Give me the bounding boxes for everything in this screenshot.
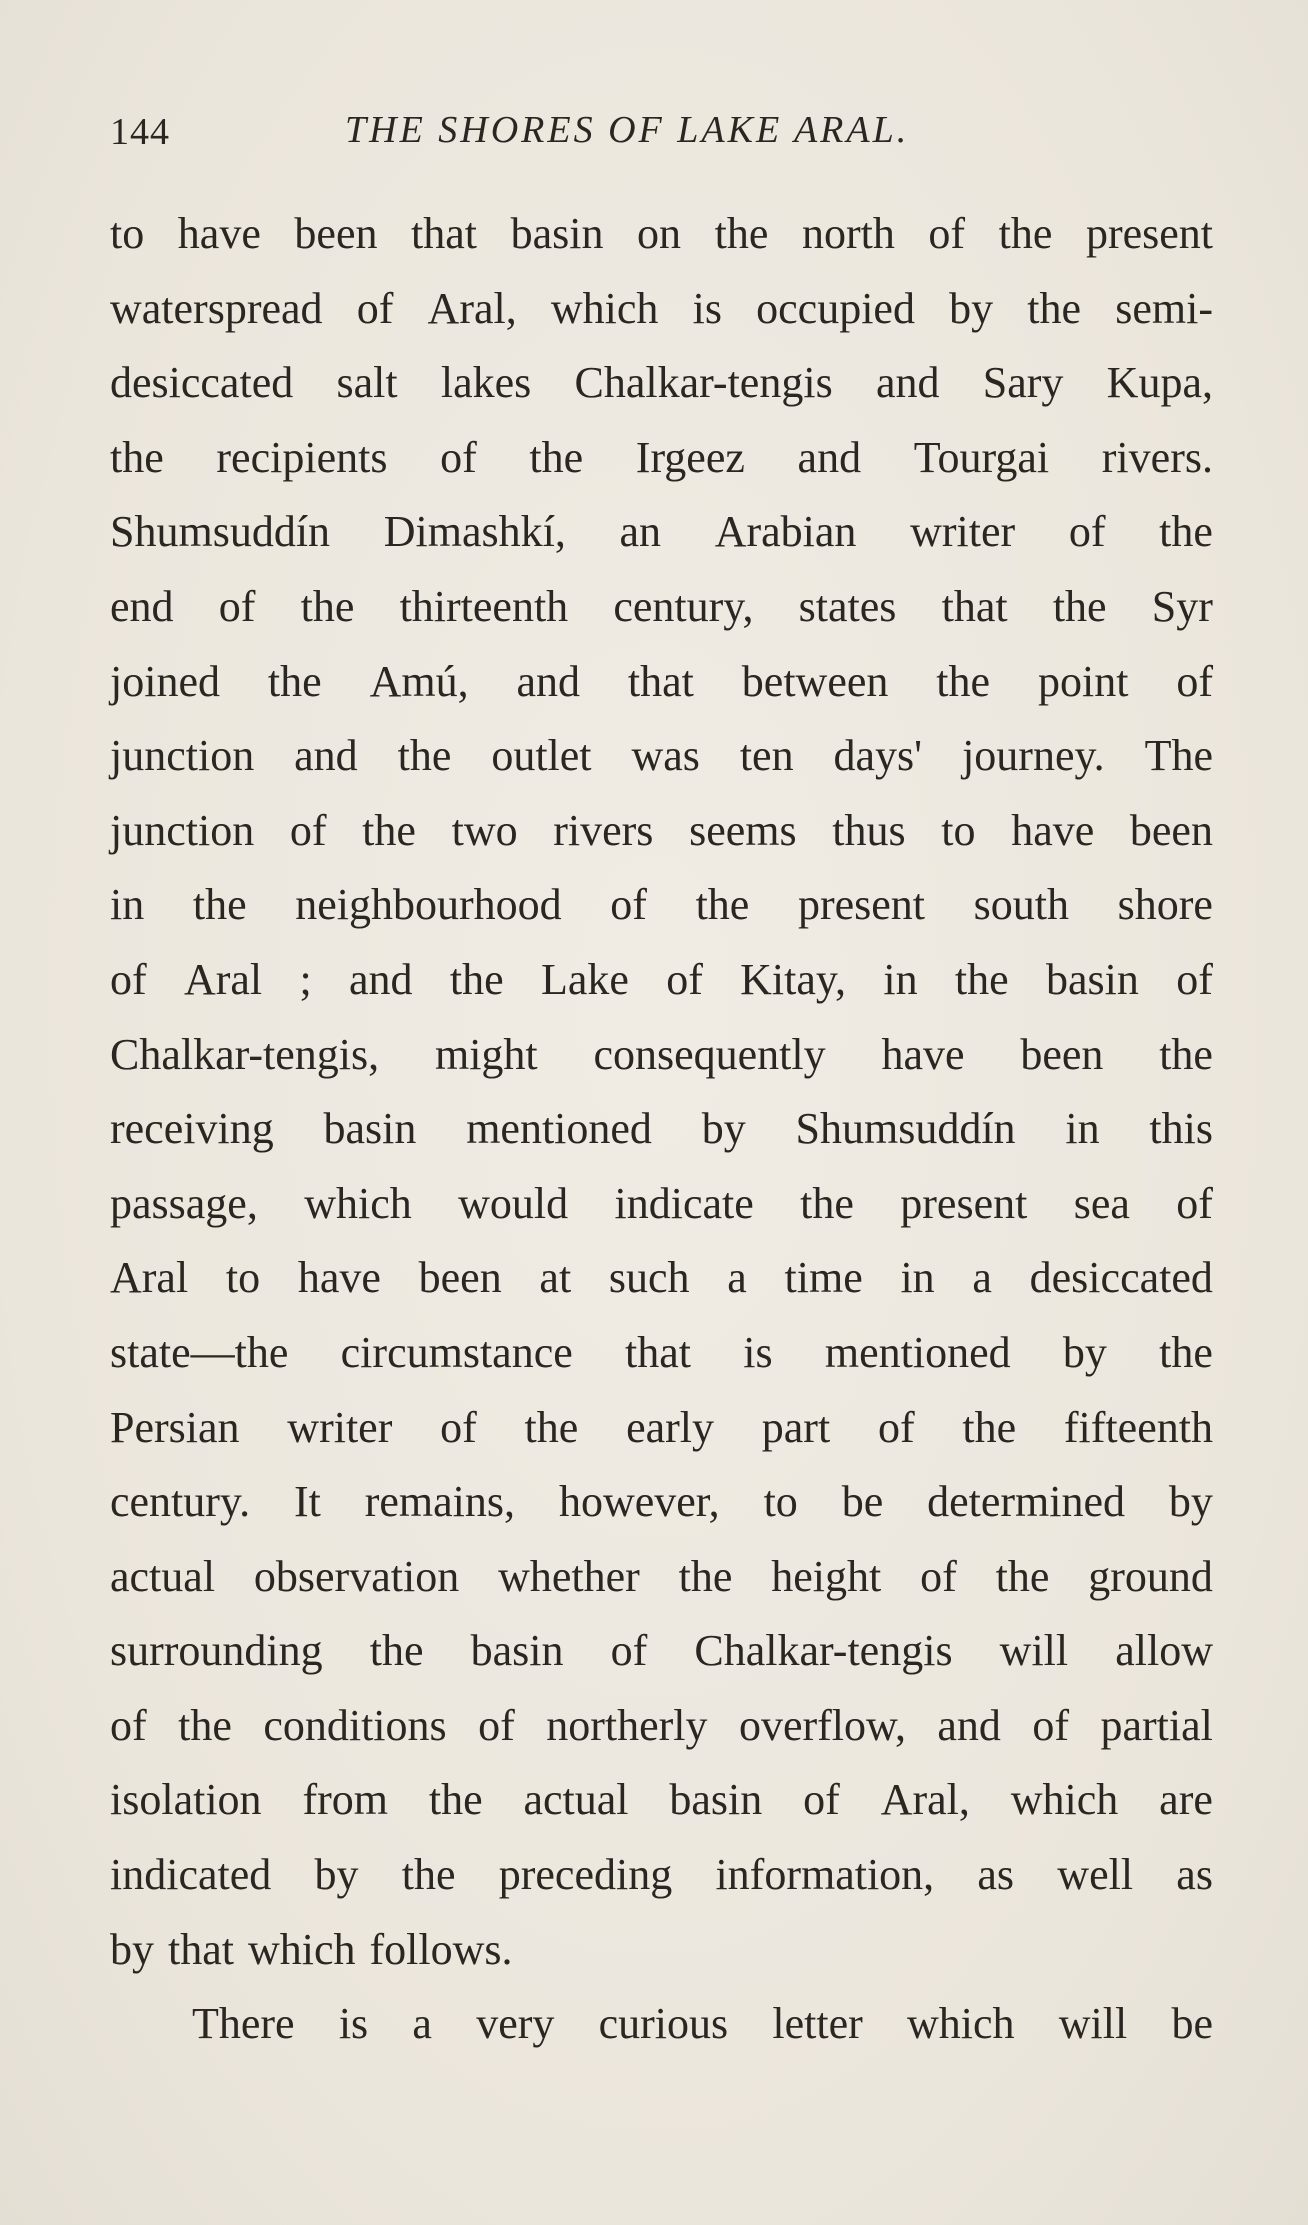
word: the xyxy=(1027,283,1082,333)
word: and xyxy=(797,432,862,482)
word: states xyxy=(798,581,897,631)
word: at xyxy=(539,1253,572,1303)
word: of xyxy=(877,1402,915,1452)
word: might xyxy=(434,1029,538,1079)
text-line xyxy=(110,950,1213,1025)
word: will xyxy=(999,1626,1069,1676)
word: time xyxy=(784,1253,863,1303)
word: allow xyxy=(1115,1626,1213,1676)
word: state—the xyxy=(110,1327,289,1377)
word: by xyxy=(1168,1477,1213,1527)
word: sea xyxy=(1073,1178,1130,1228)
word: consequently xyxy=(593,1029,826,1079)
word: been xyxy=(1020,1029,1104,1079)
word: writer xyxy=(910,507,1016,557)
word: the xyxy=(936,656,991,706)
word: of xyxy=(110,1700,147,1750)
word: such xyxy=(608,1253,690,1303)
word: two xyxy=(451,805,518,855)
word: have xyxy=(297,1253,381,1303)
text-line xyxy=(110,204,1213,279)
word: letter xyxy=(772,1999,863,2049)
word: mentioned xyxy=(824,1327,1011,1377)
text-line xyxy=(110,1845,1213,1920)
word: thus xyxy=(832,805,906,855)
word: that xyxy=(627,656,694,706)
word: Aral, xyxy=(427,283,517,333)
word: a xyxy=(972,1253,992,1303)
word: by xyxy=(1062,1327,1107,1377)
word: the xyxy=(962,1402,1017,1452)
word: as xyxy=(1176,1850,1213,1900)
word: whether xyxy=(498,1551,640,1601)
word: early xyxy=(626,1402,715,1452)
word: present xyxy=(797,880,926,930)
word: waterspread xyxy=(110,283,323,333)
text-line xyxy=(110,1174,1213,1249)
word: Lake xyxy=(540,954,629,1004)
word: the xyxy=(1052,581,1107,631)
word: the xyxy=(397,731,452,781)
page-number: 144 xyxy=(110,111,170,153)
text-line xyxy=(110,652,1213,727)
word: to xyxy=(941,805,976,855)
word: basin xyxy=(669,1775,763,1825)
word: on xyxy=(637,209,682,258)
word: shore xyxy=(1117,880,1213,930)
word: surrounding xyxy=(110,1626,323,1676)
word: the xyxy=(695,880,750,930)
word: follows. xyxy=(369,1924,513,1974)
word: junction xyxy=(110,731,255,781)
word: a xyxy=(412,1999,432,2049)
word: rivers. xyxy=(1101,432,1213,482)
word: of xyxy=(356,283,394,333)
word: and xyxy=(294,731,358,781)
word: north xyxy=(801,209,895,258)
word: preceding xyxy=(498,1850,673,1900)
word: the xyxy=(954,954,1009,1004)
word: remains, xyxy=(364,1477,516,1527)
word: basin xyxy=(510,209,604,258)
word: Dimashkí, xyxy=(383,507,566,557)
word: that xyxy=(625,1327,692,1377)
word: in xyxy=(110,880,145,930)
word: Arabian xyxy=(714,507,857,557)
word: of xyxy=(289,805,327,855)
word: in xyxy=(1065,1104,1100,1154)
word: lakes xyxy=(440,358,532,408)
word: Aral, xyxy=(880,1775,970,1825)
word: the xyxy=(1159,1029,1213,1079)
page-header xyxy=(110,98,1198,158)
word: very xyxy=(476,1999,555,2049)
word: ground xyxy=(1088,1551,1213,1601)
word: Kitay, xyxy=(740,954,847,1004)
word: to xyxy=(225,1253,261,1303)
word: century, xyxy=(613,581,754,631)
word: Kupa, xyxy=(1106,358,1213,408)
word: journey. xyxy=(962,731,1105,781)
word: to xyxy=(763,1477,798,1527)
word: outlet xyxy=(491,731,592,781)
text-line xyxy=(110,577,1213,652)
word: The xyxy=(1144,731,1213,781)
word: curious xyxy=(598,1999,729,2049)
text-line xyxy=(110,279,1213,354)
word: the xyxy=(714,209,769,258)
word: as xyxy=(977,1850,1015,1900)
word: are xyxy=(1159,1775,1213,1825)
word: from xyxy=(302,1775,388,1825)
word: fifteenth xyxy=(1063,1402,1213,1452)
word: northerly xyxy=(546,1700,708,1750)
text-line xyxy=(110,1994,1213,2069)
word: of xyxy=(1032,1700,1070,1750)
word: neighbourhood xyxy=(295,880,562,930)
text-line xyxy=(110,428,1213,503)
word: observation xyxy=(253,1551,460,1601)
word: of xyxy=(110,954,147,1004)
word: of xyxy=(610,880,647,930)
word: the xyxy=(524,1402,579,1452)
word: the xyxy=(267,656,322,706)
word: to xyxy=(110,209,145,258)
word: basin xyxy=(470,1626,564,1676)
running-title: THE SHORES OF LAKE ARAL. xyxy=(345,109,910,151)
word: be xyxy=(1171,1999,1213,2049)
word: which xyxy=(907,1999,1015,2049)
word: in xyxy=(900,1253,935,1303)
word: the xyxy=(428,1775,483,1825)
word: of xyxy=(1068,507,1106,557)
word: this xyxy=(1149,1104,1213,1154)
word: salt xyxy=(336,358,398,408)
word: the xyxy=(678,1551,733,1601)
word: It xyxy=(293,1477,321,1527)
text-line xyxy=(110,875,1213,950)
word: the xyxy=(800,1178,854,1228)
text-line xyxy=(110,1920,1213,1995)
word: circumstance xyxy=(340,1327,573,1377)
word: is xyxy=(338,1999,369,2049)
word: the xyxy=(110,432,164,482)
word: basin xyxy=(1046,954,1139,1004)
text-line xyxy=(110,1472,1213,1547)
word: of xyxy=(478,1700,515,1750)
word: thirteenth xyxy=(399,581,569,631)
text-line xyxy=(110,1099,1213,1174)
word: south xyxy=(973,880,1069,930)
text-line xyxy=(110,726,1213,801)
text-line xyxy=(110,1323,1213,1398)
word: of xyxy=(440,432,477,482)
word: present xyxy=(900,1178,1028,1228)
word: Aral xyxy=(183,954,263,1004)
text-line xyxy=(110,1398,1213,1473)
word: end xyxy=(110,581,174,631)
word: desiccated xyxy=(110,358,294,408)
word: passage, xyxy=(110,1178,258,1228)
word: Irgeez xyxy=(635,432,745,482)
word: been xyxy=(1129,805,1213,855)
text-line xyxy=(110,1547,1213,1622)
word: by xyxy=(314,1850,359,1900)
word: been xyxy=(294,209,378,258)
word: be xyxy=(841,1477,884,1527)
text-line xyxy=(110,502,1213,577)
word: writer xyxy=(287,1402,393,1452)
word: by xyxy=(949,283,994,333)
word: Shumsuddín xyxy=(795,1104,1016,1154)
word: junction xyxy=(110,805,255,855)
word: the xyxy=(995,1551,1050,1601)
word: the xyxy=(1159,1327,1213,1377)
word: the xyxy=(998,209,1053,258)
word: point xyxy=(1037,656,1129,706)
word: and xyxy=(937,1700,1001,1750)
word: conditions xyxy=(263,1700,447,1750)
word: actual xyxy=(110,1551,216,1601)
word: of xyxy=(928,209,966,258)
word: part xyxy=(761,1402,831,1452)
word: have xyxy=(881,1029,965,1079)
word: Sary xyxy=(982,358,1064,408)
word: partial xyxy=(1100,1700,1213,1750)
word: indicated xyxy=(110,1850,272,1900)
word: joined xyxy=(110,656,220,706)
word: days' xyxy=(833,731,923,781)
word: the xyxy=(369,1626,424,1676)
text-line xyxy=(110,353,1213,428)
word: Syr xyxy=(1151,581,1213,631)
word: however, xyxy=(558,1477,720,1527)
word: a xyxy=(727,1253,747,1303)
word: that xyxy=(168,1924,234,1974)
word: of xyxy=(440,1402,477,1452)
word: is xyxy=(692,283,722,333)
word: the xyxy=(362,805,416,855)
word: will xyxy=(1058,1999,1128,2049)
word: have xyxy=(1011,805,1095,855)
word: between xyxy=(741,656,889,706)
word: rivers xyxy=(553,805,654,855)
word: by xyxy=(110,1924,154,1974)
word: Aral xyxy=(110,1253,189,1303)
word: well xyxy=(1057,1850,1134,1900)
word: the xyxy=(178,1700,232,1750)
word: desiccated xyxy=(1029,1253,1213,1303)
word: Chalkar-tengis xyxy=(694,1626,953,1676)
word: of xyxy=(218,581,256,631)
word: and xyxy=(516,656,580,706)
text-line xyxy=(110,1621,1213,1696)
word: of xyxy=(610,1626,648,1676)
word: been xyxy=(418,1253,502,1303)
word: Chalkar-tengis, xyxy=(110,1029,380,1079)
word: century. xyxy=(110,1477,251,1527)
word: indicate xyxy=(614,1178,754,1228)
word: determined xyxy=(927,1477,1126,1527)
word: an xyxy=(619,507,662,557)
word: which xyxy=(1010,1775,1119,1825)
word: would xyxy=(458,1178,569,1228)
text-line xyxy=(110,801,1213,876)
word: height xyxy=(771,1551,882,1601)
word: the xyxy=(192,880,247,930)
word: the xyxy=(449,954,504,1004)
word: present xyxy=(1085,209,1213,258)
word: ten xyxy=(739,731,794,781)
word: ; xyxy=(299,954,312,1004)
word: the xyxy=(1159,507,1213,557)
word: actual xyxy=(523,1775,629,1825)
word: the xyxy=(529,432,584,482)
word: There xyxy=(192,1999,295,2049)
word: receiving xyxy=(110,1104,274,1154)
word: occupied xyxy=(756,283,915,333)
word: of xyxy=(920,1551,957,1601)
word: the xyxy=(401,1850,456,1900)
word: of xyxy=(1176,954,1213,1004)
word: Persian xyxy=(110,1402,240,1452)
word: of xyxy=(1176,656,1213,706)
text-line xyxy=(110,1025,1213,1100)
text-line xyxy=(110,1770,1213,1845)
word: of xyxy=(666,954,703,1004)
word: is xyxy=(743,1327,773,1377)
word: that xyxy=(941,581,1008,631)
word: of xyxy=(803,1775,840,1825)
word: information, xyxy=(715,1850,935,1900)
word: and xyxy=(349,954,413,1004)
word: which xyxy=(247,1924,356,1974)
word: Tourgai xyxy=(913,432,1050,482)
word: Amú, xyxy=(369,656,469,706)
word: mentioned xyxy=(466,1104,652,1154)
text-line xyxy=(110,1248,1213,1323)
word: isolation xyxy=(110,1775,262,1825)
body-text xyxy=(110,204,1213,2069)
word: the xyxy=(300,581,355,631)
word: Shumsuddín xyxy=(110,507,331,557)
word: have xyxy=(177,209,261,258)
text-line xyxy=(110,1696,1213,1771)
word: which xyxy=(304,1178,412,1228)
word: which xyxy=(550,283,659,333)
word: was xyxy=(631,731,700,781)
word: by xyxy=(701,1104,746,1154)
word: overflow, xyxy=(738,1700,906,1750)
word: of xyxy=(1176,1178,1213,1228)
word: seems xyxy=(689,805,797,855)
word: that xyxy=(411,209,478,258)
word: in xyxy=(883,954,918,1004)
word: Chalkar-tengis xyxy=(574,358,833,408)
word: and xyxy=(875,358,940,408)
word: recipients xyxy=(216,432,388,482)
word: semi- xyxy=(1115,283,1213,333)
word: basin xyxy=(323,1104,417,1154)
